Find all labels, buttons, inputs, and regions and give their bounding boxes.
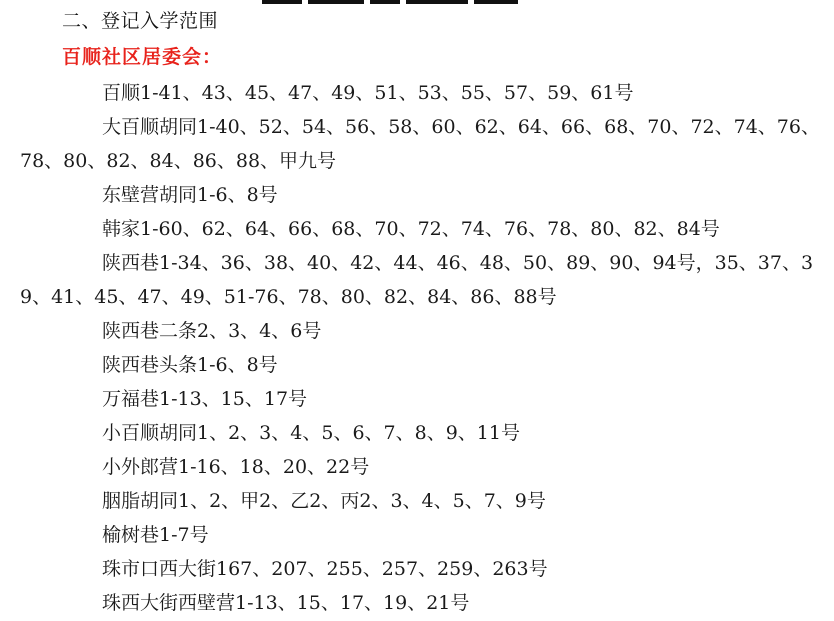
address-entry: 珠西大街西壁营1-13、15、17、19、21号 — [102, 592, 470, 614]
address-entry: 陕西巷二条2、3、4、6号 — [102, 320, 322, 342]
address-entry: 胭脂胡同1、2、甲2、乙2、丙2、3、4、5、7、9号 — [102, 490, 546, 512]
address-entry: 小外郎营1-16、18、20、22号 — [102, 456, 370, 478]
address-entry: 万福巷1-13、15、17号 — [102, 388, 308, 410]
address-entry: 大百顺胡同1-40、52、54、56、58、60、62、64、66、68、70、72、74、76、78、80、82、84、86、88、甲九号 — [20, 116, 820, 172]
address-entry: 榆树巷1-7号 — [102, 524, 209, 546]
committee-heading: 百顺社区居委会： — [62, 46, 223, 68]
address-entry: 陕西巷头条1-6、8号 — [102, 354, 278, 376]
address-entry: 韩家1-60、62、64、66、68、70、72、74、76、78、80、82、84号 — [102, 218, 720, 240]
address-entry: 东壁营胡同1-6、8号 — [102, 184, 278, 206]
section-heading: 二、登记入学范围 — [62, 10, 219, 32]
address-entry: 陕西巷1-34、36、38、40、42、44、46、48、50、89、90、94号，35、37、39、41、45、47、49、51-76、78、80、82、84、86、88号 — [20, 252, 814, 308]
address-range-list — [20, 76, 820, 620]
address-entry: 珠市口西大街167、207、255、257、259、263号 — [102, 558, 548, 580]
cut-off-title-fragment — [262, 0, 562, 4]
address-entry: 小百顺胡同1、2、3、4、5、6、7、8、9、11号 — [102, 422, 520, 444]
address-entry: 百顺1-41、43、45、47、49、51、53、55、57、59、61号 — [102, 82, 634, 104]
